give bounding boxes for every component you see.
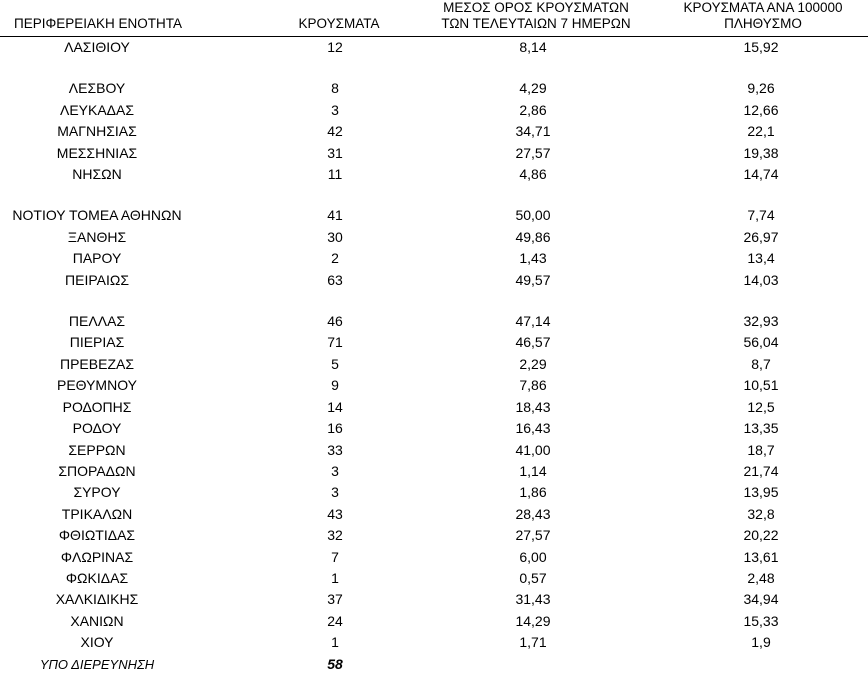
table-row bbox=[0, 375, 868, 396]
cell-avg7: 27,57 bbox=[515, 527, 551, 544]
table-row bbox=[0, 482, 868, 503]
cell-avg7: 49,86 bbox=[515, 228, 551, 245]
cell-cases: 5 bbox=[331, 355, 339, 372]
cell-region: ΣΕΡΡΩΝ bbox=[68, 441, 126, 458]
cell-region: ΛΕΣΒΟΥ bbox=[68, 80, 126, 97]
table-row bbox=[0, 654, 868, 675]
cell-region: ΠΙΕΡΙΑΣ bbox=[69, 334, 125, 351]
cell-region: ΜΑΓΝΗΣΙΑΣ bbox=[57, 123, 137, 140]
cell-per100k: 20,22 bbox=[743, 527, 779, 544]
cell-per100k: 15,92 bbox=[743, 39, 779, 55]
cell-avg7: 31,43 bbox=[515, 591, 551, 608]
cell-per100k: 12,66 bbox=[743, 101, 779, 118]
cell-avg7: 46,57 bbox=[515, 334, 551, 351]
cell-per100k: 10,51 bbox=[743, 377, 779, 394]
cell-region: ΣΠΟΡΑΔΩΝ bbox=[58, 462, 136, 479]
cell-cases: 30 bbox=[327, 228, 343, 245]
cell-per100k: 15,33 bbox=[743, 612, 779, 629]
cell-avg7: 47,14 bbox=[515, 313, 551, 330]
cell-region: ΠΑΡΟΥ bbox=[72, 250, 122, 267]
cell-cases: 11 bbox=[327, 166, 343, 183]
cell-cases: 32 bbox=[327, 527, 343, 544]
cell-cases: 8 bbox=[331, 80, 339, 97]
cell-per100k: 13,61 bbox=[743, 548, 779, 565]
table-spacer-row bbox=[0, 185, 868, 205]
cell-per100k: 34,94 bbox=[743, 591, 779, 608]
cell-cases: 41 bbox=[327, 207, 343, 224]
cell-cases: 7 bbox=[331, 548, 339, 565]
column-header-per100k bbox=[658, 0, 868, 34]
table-row bbox=[0, 397, 868, 418]
column-header-line: ΤΩΝ ΤΕΛΕΥΤΑΙΩΝ 7 ΗΜΕΡΩΝ bbox=[441, 16, 631, 31]
cell-per100k bbox=[658, 654, 868, 675]
cell-region: ΧΑΛΚΙΔΙΚΗΣ bbox=[55, 591, 139, 608]
cell-region: ΝΟΤΙΟΥ ΤΟΜΕΑ ΑΘΗΝΩΝ bbox=[12, 207, 182, 224]
spacer-cell bbox=[0, 291, 868, 311]
table-row bbox=[0, 418, 868, 439]
table-row bbox=[0, 440, 868, 461]
cell-region: ΣΥΡΟΥ bbox=[73, 484, 121, 501]
cell-cases: 37 bbox=[327, 591, 343, 608]
table-row bbox=[0, 164, 868, 185]
table-row bbox=[0, 589, 868, 610]
cell-avg7: 16,43 bbox=[515, 420, 551, 437]
table-row bbox=[0, 143, 868, 164]
cell-per100k: 13,95 bbox=[743, 484, 779, 501]
cell-avg7: 1,43 bbox=[519, 250, 547, 267]
cell-cases: 3 bbox=[331, 484, 339, 501]
cell-region: ΦΘΙΩΤΙΔΑΣ bbox=[58, 527, 136, 544]
cell-per100k: 21,74 bbox=[743, 462, 779, 479]
cell-per100k: 19,38 bbox=[743, 144, 779, 161]
table-spacer-row bbox=[0, 291, 868, 311]
cell-region: ΦΛΩΡΙΝΑΣ bbox=[60, 548, 134, 565]
cell-cases: 42 bbox=[327, 123, 343, 140]
cell-cases: 1 bbox=[331, 634, 339, 651]
cell-per100k: 56,04 bbox=[743, 334, 779, 351]
cell-per100k: 13,35 bbox=[743, 420, 779, 437]
table-row bbox=[0, 100, 868, 121]
cell-avg7: 49,57 bbox=[515, 271, 551, 288]
cell-avg7: 0,57 bbox=[519, 569, 547, 586]
cell-cases: 3 bbox=[331, 101, 339, 118]
cell-avg7: 8,14 bbox=[519, 39, 547, 55]
cell-per100k: 14,03 bbox=[743, 271, 779, 288]
cell-avg7: 28,43 bbox=[515, 505, 551, 522]
table-row bbox=[0, 37, 868, 59]
cell-per100k: 18,7 bbox=[747, 441, 775, 458]
cell-region: ΡΕΘΥΜΝΟΥ bbox=[56, 377, 137, 394]
spacer-cell bbox=[0, 58, 868, 78]
cell-region: ΧΑΝΙΩΝ bbox=[70, 612, 124, 629]
table-header bbox=[0, 0, 868, 37]
cell-cases: 2 bbox=[331, 250, 339, 267]
column-header-line: ΜΕΣΟΣ ΟΡΟΣ ΚΡΟΥΣΜΑΤΩΝ bbox=[443, 0, 629, 15]
table-row bbox=[0, 568, 868, 589]
cell-cases: 3 bbox=[331, 462, 339, 479]
cell-per100k: 22,1 bbox=[747, 123, 775, 140]
cell-cases: 46 bbox=[327, 313, 343, 330]
cell-cases: 24 bbox=[327, 612, 343, 629]
cell-cases: 63 bbox=[327, 271, 343, 288]
cell-per100k: 1,9 bbox=[751, 634, 771, 651]
table-row bbox=[0, 248, 868, 269]
table-row bbox=[0, 461, 868, 482]
cell-region: ΦΩΚΙΔΑΣ bbox=[65, 569, 129, 586]
cell-per100k: 13,4 bbox=[747, 250, 775, 267]
column-header-line: ΠΛΗΘΥΣΜΟ bbox=[724, 16, 802, 31]
cell-cases: 31 bbox=[327, 144, 343, 161]
cell-cases: 71 bbox=[327, 334, 343, 351]
cell-avg7: 4,29 bbox=[519, 80, 547, 97]
cell-avg7: 27,57 bbox=[515, 144, 551, 161]
table-row bbox=[0, 611, 868, 632]
cell-avg7: 2,86 bbox=[519, 101, 547, 118]
cell-avg7: 2,29 bbox=[519, 355, 547, 372]
cell-region: ΛΕΥΚΑΔΑΣ bbox=[59, 101, 135, 118]
cell-cases: 33 bbox=[327, 441, 343, 458]
cell-cases: 14 bbox=[327, 398, 343, 415]
cell-avg7: 14,29 bbox=[515, 612, 551, 629]
cell-cases: 16 bbox=[327, 420, 343, 437]
cell-cases: 12 bbox=[327, 39, 343, 55]
column-header-avg7 bbox=[414, 0, 658, 34]
cell-per100k: 26,97 bbox=[743, 228, 779, 245]
cell-avg7: 41,00 bbox=[515, 441, 551, 458]
cell-per100k: 32,93 bbox=[743, 313, 779, 330]
cell-per100k: 9,26 bbox=[747, 80, 775, 97]
cell-avg7: 7,86 bbox=[519, 377, 547, 394]
table-row bbox=[0, 78, 868, 99]
cell-avg7 bbox=[414, 654, 658, 675]
cell-cases: 9 bbox=[331, 377, 339, 394]
spacer-cell bbox=[0, 185, 868, 205]
cell-avg7: 34,71 bbox=[515, 123, 551, 140]
table-row bbox=[0, 227, 868, 248]
cell-avg7: 1,14 bbox=[519, 462, 547, 479]
column-header-line: ΠΕΡΙΦΕΡΕΙΑΚΗ ΕΝΟΤΗΤΑ bbox=[14, 16, 183, 31]
cell-avg7: 4,86 bbox=[519, 166, 547, 183]
table-row bbox=[0, 121, 868, 142]
cell-per100k: 32,8 bbox=[747, 505, 775, 522]
cell-region: ΡΟΔΟΥ bbox=[72, 420, 122, 437]
table-row bbox=[0, 354, 868, 375]
cell-per100k: 2,48 bbox=[747, 569, 775, 586]
table-header-row bbox=[0, 0, 868, 34]
table-row bbox=[0, 525, 868, 546]
table-row bbox=[0, 632, 868, 653]
cell-per100k: 14,74 bbox=[743, 166, 779, 183]
cell-region: ΛΑΣΙΘΙΟΥ bbox=[64, 39, 130, 55]
cell-cases: 1 bbox=[331, 569, 339, 586]
cell-avg7: 18,43 bbox=[515, 398, 551, 415]
cell-region: ΡΟΔΟΠΗΣ bbox=[62, 398, 132, 415]
cell-avg7: 50,00 bbox=[515, 207, 551, 224]
cell-region: ΞΑΝΘΗΣ bbox=[67, 228, 127, 245]
column-header-line: ΚΡΟΥΣΜΑΤΑ bbox=[298, 16, 380, 31]
cell-cases: 43 bbox=[327, 505, 343, 522]
table-row bbox=[0, 547, 868, 568]
cell-region: ΝΗΣΩΝ bbox=[72, 166, 122, 183]
cell-per100k: 12,5 bbox=[747, 398, 775, 415]
cell-avg7: 1,86 bbox=[519, 484, 547, 501]
cell-region: ΥΠΟ ΔΙΕΡΕΥΝΗΣΗ bbox=[39, 656, 155, 672]
cell-cases: 58 bbox=[327, 655, 343, 672]
table-body bbox=[0, 37, 868, 675]
cell-per100k: 7,74 bbox=[747, 207, 775, 224]
column-header-line: ΚΡΟΥΣΜΑΤΑ ΑΝΑ 100000 bbox=[683, 0, 843, 15]
cell-avg7: 1,71 bbox=[519, 634, 547, 651]
table-row bbox=[0, 311, 868, 332]
table-row bbox=[0, 205, 868, 226]
table-row bbox=[0, 504, 868, 525]
cell-region: ΜΕΣΣΗΝΙΑΣ bbox=[56, 144, 138, 161]
cell-region: ΠΕΛΛΑΣ bbox=[68, 313, 126, 330]
cell-region: ΧΙΟΥ bbox=[80, 634, 114, 651]
table-spacer-row bbox=[0, 58, 868, 78]
column-header-cases bbox=[264, 0, 414, 34]
table-row bbox=[0, 332, 868, 353]
table-row bbox=[0, 270, 868, 291]
cell-avg7: 6,00 bbox=[519, 548, 547, 565]
cell-per100k: 8,7 bbox=[751, 355, 771, 372]
cell-region: ΠΡΕΒΕΖΑΣ bbox=[59, 355, 134, 372]
column-header-region bbox=[0, 0, 264, 34]
cell-region: ΤΡΙΚΑΛΩΝ bbox=[61, 505, 133, 522]
cell-region: ΠΕΙΡΑΙΩΣ bbox=[65, 271, 129, 288]
